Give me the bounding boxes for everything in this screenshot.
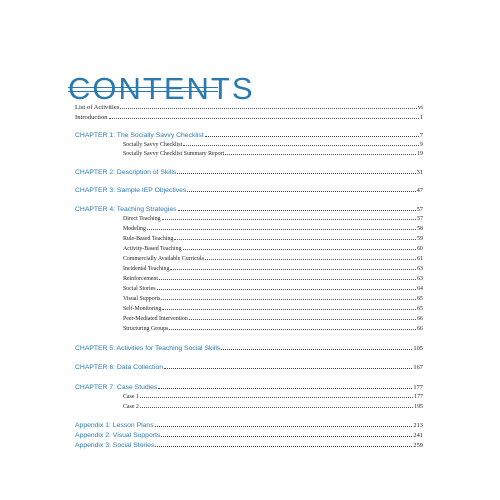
toc-leader-dots	[157, 289, 417, 290]
toc-leader-dots	[189, 319, 416, 320]
toc-leader-dots	[169, 329, 416, 330]
toc-leader-dots	[187, 191, 415, 192]
toc-page-number: 66	[417, 326, 423, 332]
toc-entry-title: Appendix 1: Lesson Plans	[75, 422, 154, 429]
toc-leader-dots	[120, 108, 417, 109]
toc-leader-dots	[155, 426, 413, 427]
toc-entry-title: Socially Savvy Checklist Summary Report	[123, 151, 225, 157]
toc-section-entry	[123, 296, 423, 302]
toc-entry-title: Introduction	[75, 114, 108, 121]
toc-page-number: 9	[420, 142, 423, 148]
toc-chapter-entry	[75, 132, 423, 139]
toc-page-number: 31	[416, 169, 423, 176]
toc-leader-dots	[155, 446, 412, 447]
toc-section-entry	[123, 226, 423, 232]
toc-page-number: vi	[417, 104, 423, 111]
toc-page-number: 259	[413, 442, 423, 449]
toc-section-entry	[123, 236, 423, 242]
toc-leader-dots	[183, 249, 417, 250]
toc-leader-dots	[177, 173, 415, 174]
toc-section-entry	[123, 326, 423, 332]
toc-page-number: 65	[417, 296, 423, 302]
toc-page-number: 213	[413, 422, 423, 429]
toc-section-entry	[123, 276, 423, 282]
toc-entry-title: Modeling	[123, 226, 146, 232]
toc-page-number: 47	[416, 187, 423, 194]
toc-leader-dots	[162, 309, 416, 310]
toc-entry-title: CHAPTER 4: Teaching Strategies	[75, 206, 177, 213]
toc-entry-title: Rule-Based Teaching	[123, 236, 174, 242]
toc-entry-title: Direct Teaching	[123, 216, 161, 222]
toc-section-entry	[123, 216, 423, 222]
toc-entry-title: CHAPTER 7: Case Studies	[75, 384, 158, 391]
toc-page-number: 57	[416, 206, 423, 213]
toc-page-number: 19	[417, 151, 423, 157]
toc-page-number: 59	[417, 236, 423, 242]
toc-entry-title: Socially Savvy Checklist	[123, 142, 183, 148]
toc-section-entry	[123, 151, 423, 157]
toc-entry-title: CHAPTER 1: The Socially Savvy Checklist	[75, 132, 204, 139]
toc-leader-dots	[183, 145, 419, 146]
toc-chapter-entry	[75, 187, 423, 194]
toc-leader-dots	[161, 299, 416, 300]
toc-entry-title: CHAPTER 3: Sample IEP Objectives	[75, 187, 187, 194]
toc-page-number: 60	[417, 246, 423, 252]
toc-entry-title: Structuring Groups	[123, 326, 169, 332]
toc-leader-dots	[140, 397, 413, 398]
toc-page-number: 177	[414, 394, 423, 400]
toc-section-entry	[123, 266, 423, 272]
toc-page-number: 61	[417, 256, 423, 262]
toc-page-number: 241	[413, 432, 423, 439]
toc-section-entry	[123, 286, 423, 292]
toc-entry-title: Self-Monitoring	[123, 306, 162, 312]
toc-chapter-entry	[75, 169, 423, 176]
toc-page-number: 64	[417, 286, 423, 292]
toc-leader-dots	[174, 239, 416, 240]
toc-section-entry	[123, 142, 423, 148]
toc-section-entry	[123, 246, 423, 252]
toc-leader-dots	[221, 349, 412, 350]
toc-chapter-entry	[75, 206, 423, 213]
toc-leader-dots	[140, 407, 413, 408]
toc-entry-title: Case 2	[123, 404, 139, 410]
toc-leader-dots	[178, 210, 416, 211]
page-title: CONTENTS	[68, 70, 255, 106]
toc-page-number: 195	[414, 404, 423, 410]
toc-entry-title: CHAPTER 6: Data Collection	[75, 364, 164, 371]
toc-leader-dots	[162, 219, 417, 220]
toc-page-number: 167	[413, 364, 423, 371]
toc-leader-dots	[159, 279, 416, 280]
toc-chapter-entry	[75, 364, 423, 371]
toc-leader-dots	[147, 229, 416, 230]
toc-entry-title: Commercially Available Curricula	[123, 256, 205, 262]
toc-leader-dots	[109, 118, 419, 119]
toc-page-number: 1	[419, 114, 423, 121]
toc-chapter-entry	[75, 422, 423, 429]
toc-entry-title: Activity-Based Teaching	[123, 246, 182, 252]
toc-section-entry	[123, 404, 423, 410]
toc-entry-title: CHAPTER 5: Activities for Teaching Social Skills	[75, 345, 221, 352]
toc-page-number: 57	[417, 216, 423, 222]
toc-entry-title: List of Activities	[75, 104, 120, 111]
toc-section-entry	[123, 306, 423, 312]
toc-chapter-entry	[75, 432, 423, 439]
toc-entry-title: Visual Supports	[123, 296, 161, 302]
toc-leader-dots	[164, 368, 412, 369]
toc-leader-dots	[225, 154, 416, 155]
toc-chapter-entry	[75, 384, 423, 391]
toc-entry-title: Appendix 2: Visual Supports	[75, 432, 161, 439]
toc-leader-dots	[158, 388, 412, 389]
toc-page-number: 105	[413, 345, 423, 352]
toc-front-entry	[75, 104, 423, 111]
toc-page-number: 58	[417, 226, 423, 232]
toc-front-entry	[75, 114, 423, 121]
toc-section-entry	[123, 394, 423, 400]
toc-chapter-entry	[75, 442, 423, 449]
toc-entry-title: Incidental Teaching	[123, 266, 170, 272]
toc-entry-title: Case 1	[123, 394, 139, 400]
toc-entry-title: Social Stories	[123, 286, 156, 292]
toc-page-number: 65	[417, 306, 423, 312]
toc-leader-dots	[161, 436, 412, 437]
toc-entry-title: Reinforcement	[123, 276, 159, 282]
toc-page-number: 7	[419, 132, 423, 139]
toc-entry-title: Appendix 3: Social Stories	[75, 442, 155, 449]
toc-page-number: 66	[417, 316, 423, 322]
toc-leader-dots	[205, 259, 416, 260]
toc-chapter-entry	[75, 345, 423, 352]
toc-section-entry	[123, 316, 423, 322]
toc-page-number: 177	[413, 384, 423, 391]
toc-leader-dots	[205, 136, 419, 137]
toc-entry-title: Peer-Mediated Intervention	[123, 316, 188, 322]
toc-page-number: 63	[417, 276, 423, 282]
toc-entry-title: CHAPTER 2: Description of Skills	[75, 169, 177, 176]
toc-leader-dots	[170, 269, 416, 270]
toc-section-entry	[123, 256, 423, 262]
toc-page-number: 63	[417, 266, 423, 272]
